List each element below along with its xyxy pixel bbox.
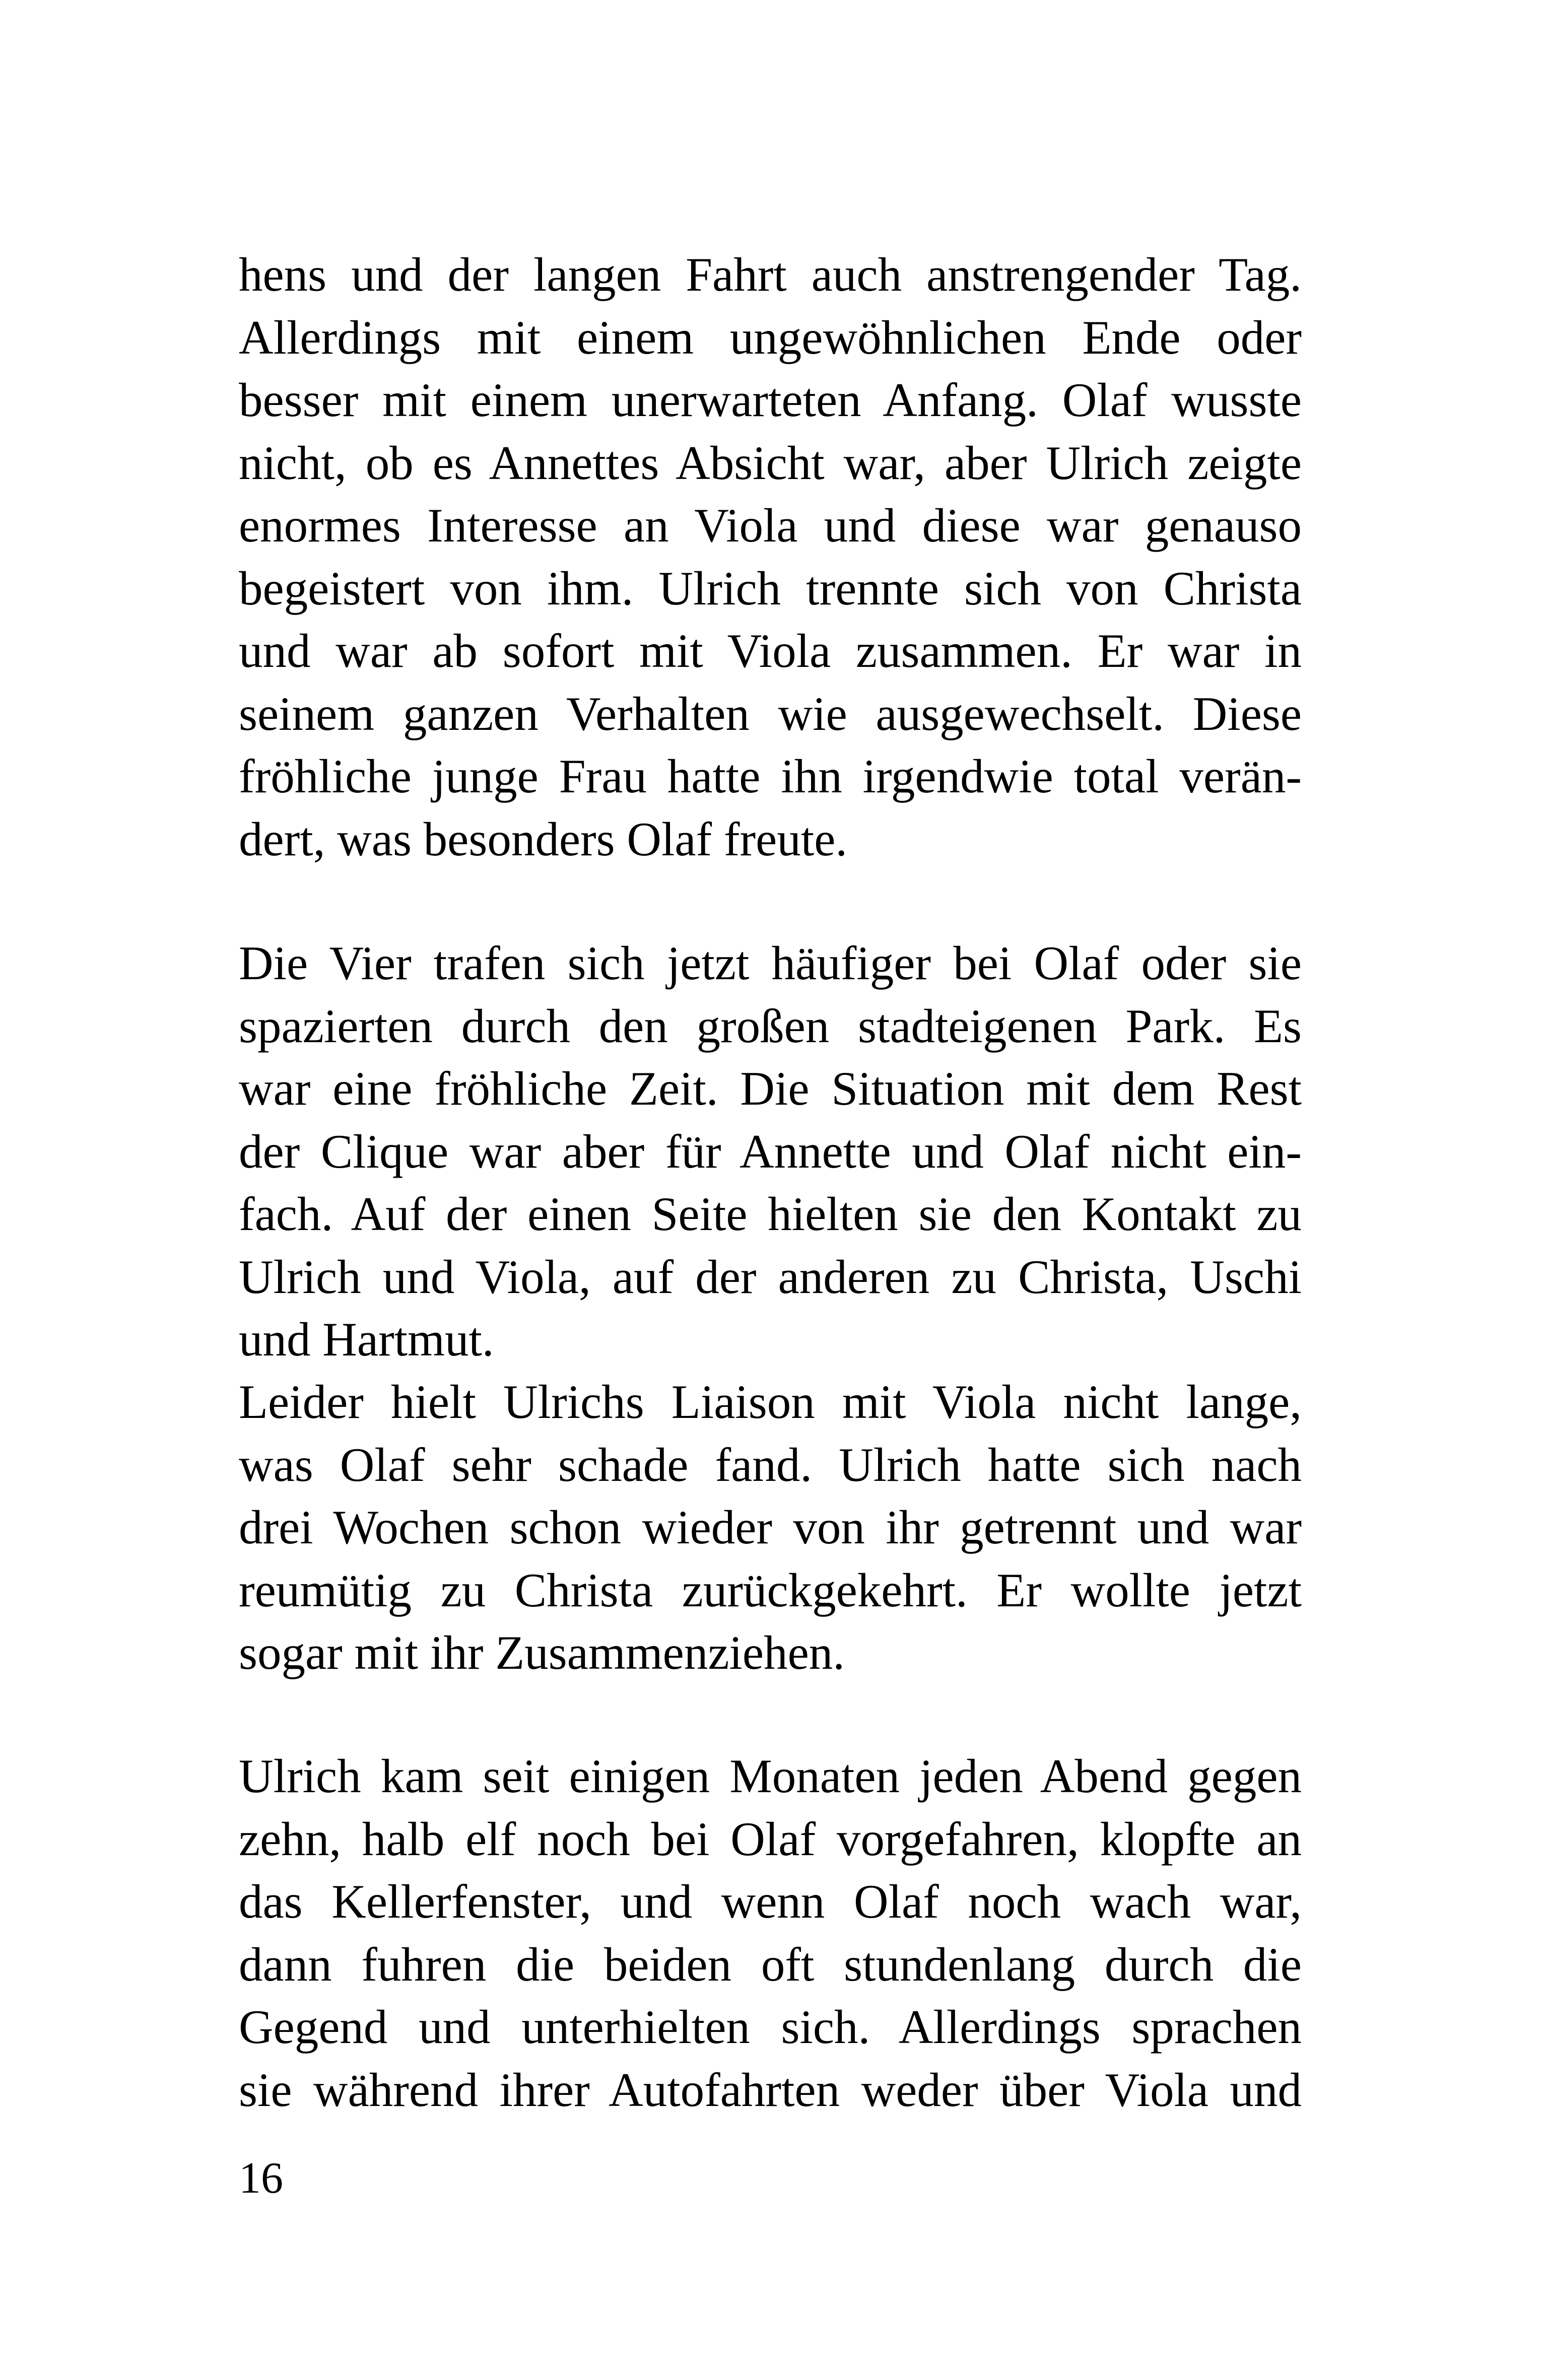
text-line: drei Wochen schon wieder von ihr getrennt und war [239, 1501, 1302, 1554]
text-line: Ulrich kam seit einigen Monaten jeden Abend gegen [239, 1749, 1302, 1803]
text-line: besser mit einem unerwarteten Anfang. Olaf wusste [239, 373, 1302, 427]
text-line: war eine fröhliche Zeit. Die Situation mit dem Rest [239, 1062, 1302, 1115]
text-line: sogar mit ihr Zusammenziehen. [239, 1626, 845, 1679]
text-line: und Hartmut. [239, 1313, 494, 1366]
paragraph-3 [239, 1371, 1302, 1684]
text-line: Allerdings mit einem ungewöhnlichen Ende oder [239, 310, 1302, 364]
text-line: und war ab sofort mit Viola zusammen. Er war in [239, 624, 1302, 677]
text-line: sie während ihrer Autofahrten weder über Viola und [239, 2063, 1302, 2117]
paragraph-2 [239, 932, 1302, 1371]
text-line: spazierten durch den großen stadteigenen Park. Es [239, 999, 1302, 1053]
text-line: der Clique war aber für Annette und Olaf nicht ein- [239, 1124, 1302, 1178]
text-line: nicht, ob es Annettes Absicht war, aber Ulrich zeigte [239, 436, 1302, 490]
text-line: dann fuhren die beiden oft stundenlang durch die [239, 1937, 1302, 1991]
text-line: Leider hielt Ulrichs Liaison mit Viola nicht lange, [239, 1375, 1302, 1429]
text-line: hens und der langen Fahrt auch anstrengender Tag. [239, 248, 1302, 301]
text-line: Ulrich und Viola, auf der anderen zu Christa, Uschi [239, 1250, 1302, 1304]
paragraph-1 [239, 243, 1302, 870]
text-line: was Olaf sehr schade fand. Ulrich hatte sich nach [239, 1438, 1302, 1491]
text-line: Gegend und unterhielten sich. Allerdings sprachen [239, 2000, 1302, 2054]
text-line: reumütig zu Christa zurückgekehrt. Er wollte jetzt [239, 1563, 1302, 1617]
page-number: 16 [239, 2154, 283, 2203]
text-line: begeistert von ihm. Ulrich trennte sich von Christa [239, 561, 1302, 615]
text-line: dert, was besonders Olaf freute. [239, 812, 848, 866]
text-line: das Kellerfenster, und wenn Olaf noch wach war, [239, 1875, 1302, 1928]
text-line: Die Vier trafen sich jetzt häufiger bei Olaf oder sie [239, 936, 1302, 990]
text-line: zehn, halb elf noch bei Olaf vorgefahren, klopfte an [239, 1812, 1302, 1866]
text-line: fach. Auf der einen Seite hielten sie den Kontakt zu [239, 1187, 1302, 1241]
text-line: seinem ganzen Verhalten wie ausgewechselt. Diese [239, 687, 1302, 740]
text-line: enormes Interesse an Viola und diese war genauso [239, 499, 1302, 552]
paragraph-4 [239, 1745, 1302, 2121]
text-line: fröhliche junge Frau hatte ihn irgendwie total verän- [239, 750, 1302, 803]
